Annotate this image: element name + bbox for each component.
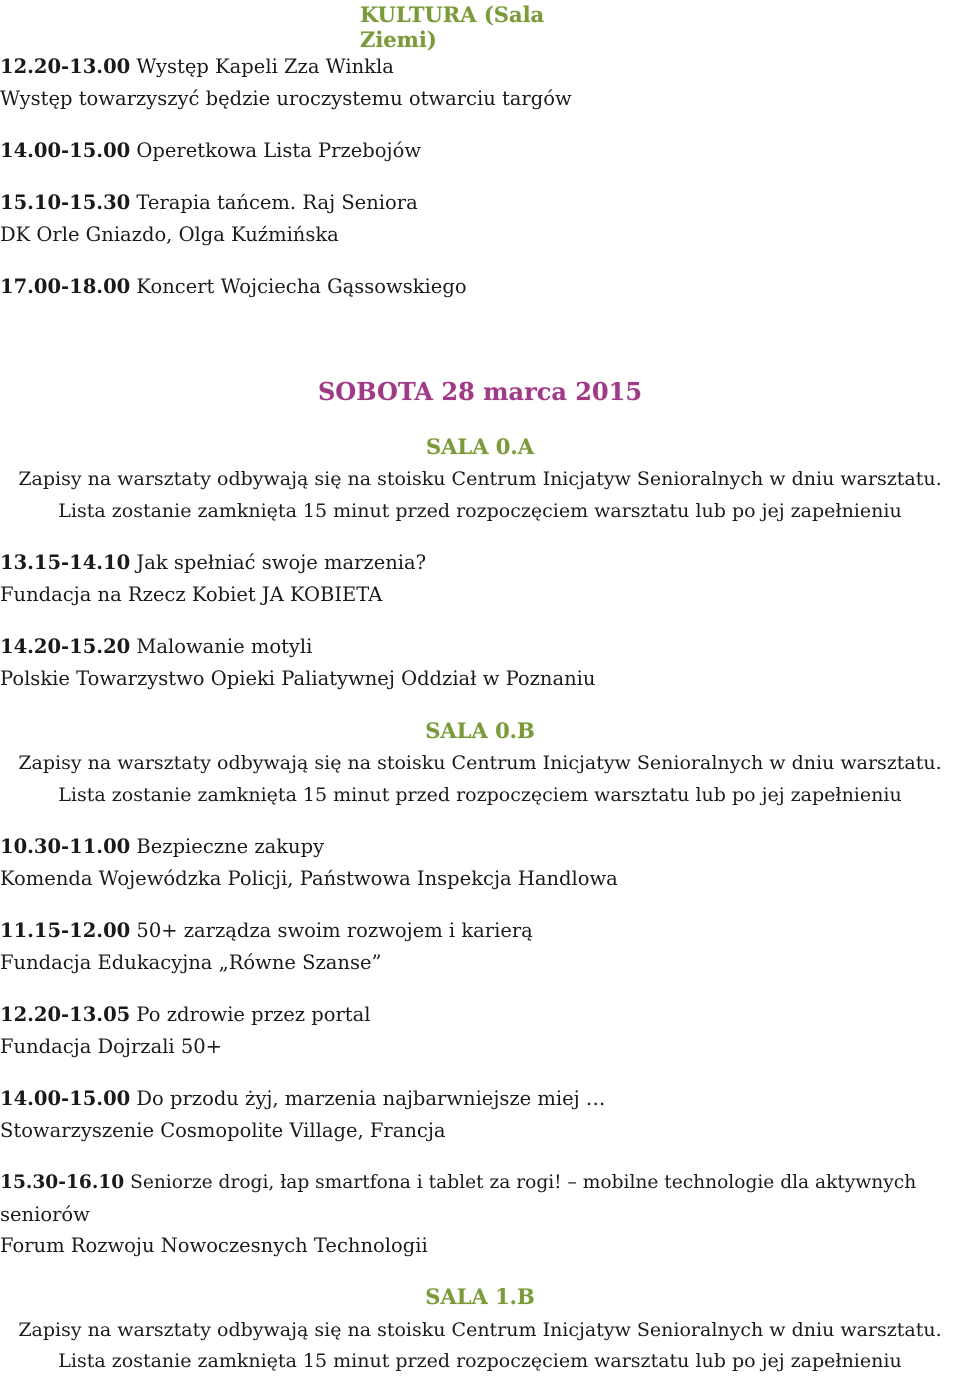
event-title: Występ Kapeli Zza Winkla: [136, 55, 394, 78]
event-time: 12.20-13.05: [0, 1003, 131, 1026]
event-line: [0, 1167, 916, 1199]
signup-info: Lista zostanie zamknięta 15 minut przed rozpoczęciem warsztatu lub po jej zapełnieniu: [58, 1350, 902, 1372]
event-title: 50+ zarządza swoim rozwojem i karierą: [136, 919, 533, 942]
event-note: Występ towarzyszyć będzie uroczystemu otwarciu targów: [0, 87, 572, 110]
event-org: Fundacja na Rzecz Kobiet JA KOBIETA: [0, 583, 383, 606]
event-title: Operetkowa Lista Przebojów: [136, 139, 422, 162]
event-title-continued: seniorów: [0, 1203, 90, 1226]
event-org: Fundacja Dojrzali 50+: [0, 1035, 223, 1058]
event-line: [0, 271, 467, 303]
event-title: Malowanie motyli: [136, 635, 313, 658]
section-heading-sala-1b: SALA 1.B: [425, 1284, 535, 1309]
event-note: DK Orle Gniazdo, Olga Kuźmińska: [0, 223, 339, 246]
section-heading-sala-0a: SALA 0.A: [425, 434, 535, 459]
section-heading-sala-0b: SALA 0.B: [425, 718, 535, 743]
event-line: [0, 1083, 605, 1115]
section-heading-kultura: KULTURA (Sala Ziemi): [360, 2, 545, 52]
event-time: 11.15-12.00: [0, 919, 131, 942]
event-title: Bezpieczne zakupy: [136, 835, 325, 858]
event-time: 14.00-15.00: [0, 1087, 131, 1110]
signup-info: Zapisy na warsztaty odbywają się na stoisku Centrum Inicjatyw Senioralnych w dniu warsztatu.: [18, 1319, 942, 1341]
event-time: 14.00-15.00: [0, 139, 131, 162]
event-line: [0, 999, 371, 1031]
event-line: [0, 51, 394, 83]
event-org: Stowarzyszenie Cosmopolite Village, Francja: [0, 1119, 446, 1142]
event-org: Komenda Wojewódzka Policji, Państwowa Inspekcja Handlowa: [0, 867, 618, 890]
signup-info: Lista zostanie zamknięta 15 minut przed rozpoczęciem warsztatu lub po jej zapełnieniu: [58, 784, 902, 806]
event-line: [0, 631, 312, 663]
event-title: Koncert Wojciecha Gąssowskiego: [136, 275, 467, 298]
event-title: Po zdrowie przez portal: [136, 1003, 371, 1026]
event-time: 12.20-13.00: [0, 55, 131, 78]
event-org: Fundacja Edukacyjna „Równe Szanse”: [0, 951, 382, 974]
event-title: Jak spełniać swoje marzenia?: [136, 551, 427, 574]
event-time: 13.15-14.10: [0, 551, 131, 574]
event-line: [0, 915, 533, 947]
event-time: 17.00-18.00: [0, 275, 131, 298]
event-line: [0, 831, 324, 863]
signup-info: Zapisy na warsztaty odbywają się na stoisku Centrum Inicjatyw Senioralnych w dniu warsztatu.: [18, 468, 942, 490]
event-line: [0, 187, 418, 219]
event-time: 10.30-11.00: [0, 835, 131, 858]
event-title: Terapia tańcem. Raj Seniora: [136, 191, 418, 214]
event-line: [0, 135, 421, 167]
event-title: Seniorze drogi, łap smartfona i tablet za rogi! – mobilne technologie dla aktywnych: [130, 1172, 917, 1193]
event-org: Polskie Towarzystwo Opieki Paliatywnej Oddział w Poznaniu: [0, 667, 596, 690]
signup-info: Zapisy na warsztaty odbywają się na stoisku Centrum Inicjatyw Senioralnych w dniu warsztatu.: [18, 752, 942, 774]
event-line: [0, 547, 426, 579]
event-time: 15.30-16.10: [0, 1172, 125, 1193]
signup-info: Lista zostanie zamknięta 15 minut przed rozpoczęciem warsztatu lub po jej zapełnieniu: [58, 500, 902, 522]
event-org: Forum Rozwoju Nowoczesnych Technologii: [0, 1234, 428, 1257]
event-title: Do przodu żyj, marzenia najbarwniejsze miej …: [136, 1087, 606, 1110]
event-time: 14.20-15.20: [0, 635, 131, 658]
event-time: 15.10-15.30: [0, 191, 131, 214]
day-heading: SOBOTA 28 marca 2015: [317, 377, 643, 406]
